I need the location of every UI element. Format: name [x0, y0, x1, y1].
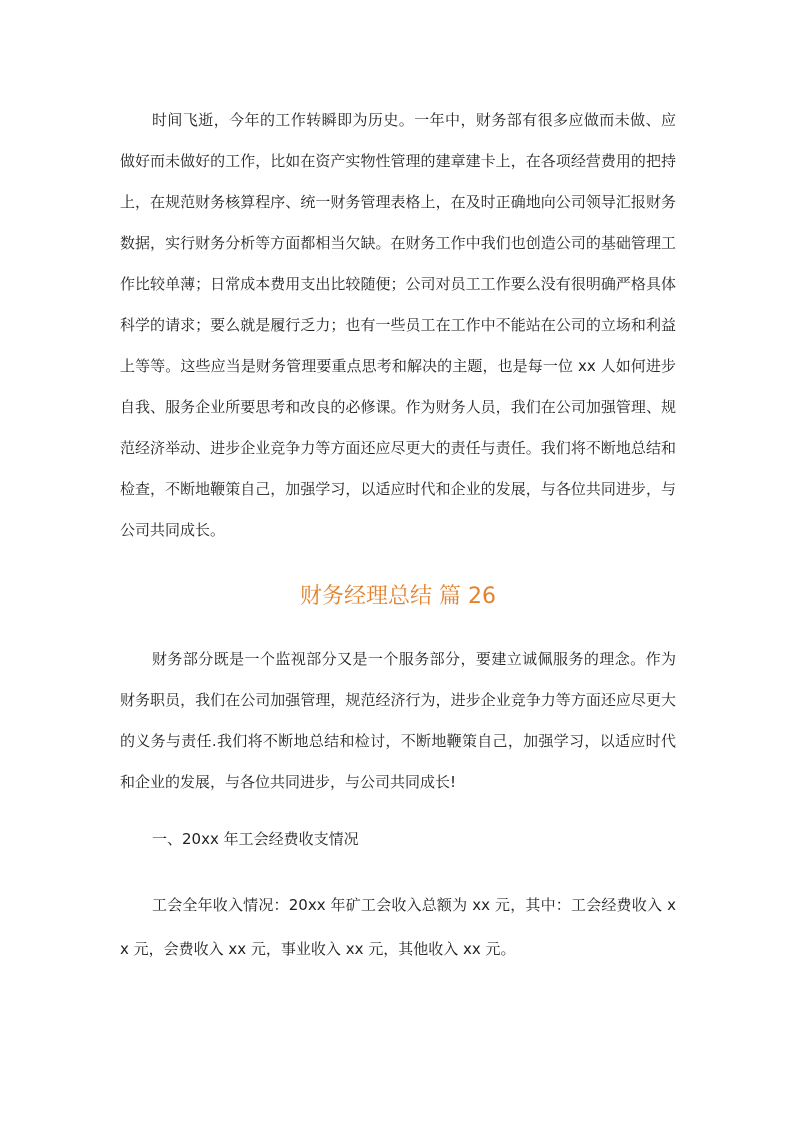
document-body	[120, 100, 676, 971]
paragraph-intro: 时间飞逝，今年的工作转瞬即为历史。一年中，财务部有很多应做而未做、应做好而未做好的工作，比如在资产实物性管理的建章建卡上，在各项经营费用的把持上，在规范财务核算程序、统一财务管理表格上，在及时正确地向公司领导汇报财务数据，实行财务分析等方面都相当欠缺。在财务工作中我们也创造公司的基础管理工作比较单薄；日常成本费用支出比较随便；公司对员工工作要么没有很明确严格具体科学的请求；要么就是履行乏力；也有一些员工在工作中不能站在公司的立场和利益上等等。这些应当是财务管理要重点思考和解决的主题，也是每一位 xx 人如何进步自我、服务企业所要思考和改良的必修课。作为财务人员，我们在公司加强管理、规范经济举动、进步企业竞争力等方面还应尽更大的责任与责任。我们将不断地总结和检查，不断地鞭策自己，加强学习，以适应时代和企业的发展，与各位共同进步，与公司共同成长。	[120, 111, 676, 539]
section-heading: 财务经理总结 篇 26	[300, 584, 496, 609]
paragraph-union-income: 工会全年收入情况：20xx 年矿工会收入总额为 xx 元，其中：工会经费收入 xx 元，会费收入 xx 元，事业收入 xx 元，其他收入 xx 元。	[120, 896, 676, 958]
paragraph-finance-dept: 财务部分既是一个监视部分又是一个服务部分，要建立诚佩服务的理念。作为财务职员，我们在公司加强管理，规范经济行为，进步企业竞争力等方面还应尽更大的义务与责任.我们将不断地总结和检讨，不断地鞭策自己，加强学习，以适应时代和企业的发展，与各位共同进步，与公司共同成长!	[120, 650, 676, 791]
subsection-title: 一、20xx 年工会经费收支情况	[152, 830, 359, 848]
